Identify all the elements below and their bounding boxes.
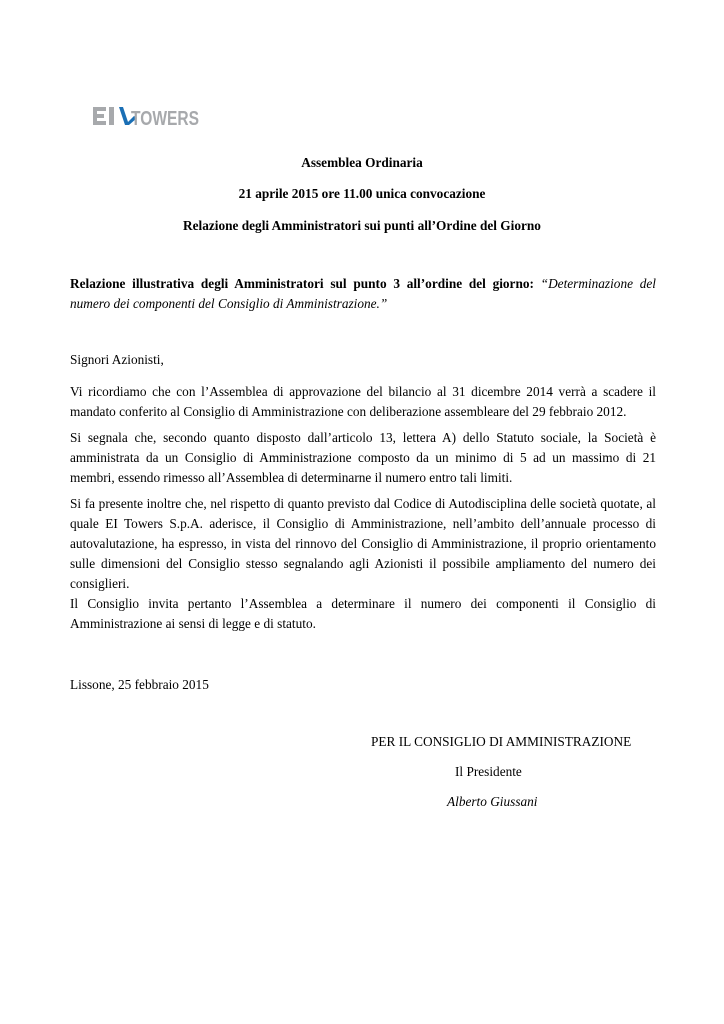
svg-text:TOWERS: TOWERS bbox=[131, 108, 199, 130]
agenda-item-subject-end: numero dei componenti del Consiglio di Amministrazione.” bbox=[70, 296, 388, 311]
paragraph-1 bbox=[70, 382, 656, 422]
meeting-date: 21 aprile 2015 ore 11.00 unica convocazione bbox=[238, 186, 486, 201]
paragraph-line: quale EI Towers S.p.A. aderisce, il Consiglio di Amministrazione, nell’ambito dell’annuale processo di bbox=[70, 516, 656, 531]
company-logo bbox=[93, 104, 199, 128]
paragraph-line: amministrata da un Consiglio di Amministrazione composto da un minimo di 5 ad un massimo di 21 bbox=[70, 450, 656, 465]
paragraph-3 bbox=[70, 494, 656, 594]
agenda-item-lead: Relazione illustrativa degli Amministratori sul punto 3 all’ordine del giorno: bbox=[70, 276, 534, 291]
signature-board: PER IL CONSIGLIO DI AMMINISTRAZIONE bbox=[371, 734, 632, 749]
paragraph-line: membri, essendo rimesso all’Assemblea di determinarne il numero entro tali limiti. bbox=[70, 470, 513, 485]
meeting-title: Assemblea Ordinaria bbox=[301, 155, 423, 170]
agenda-item-subject-start: “Determinazione del bbox=[533, 276, 656, 291]
paragraph-line: Si fa presente inoltre che, nel rispetto di quanto previsto dal Codice di Autodisciplina delle società quotate, al bbox=[70, 496, 656, 511]
paragraph-line: consiglieri. bbox=[70, 576, 130, 591]
paragraph-2 bbox=[70, 428, 656, 488]
paragraph-line: Amministrazione ai sensi di legge e di statuto. bbox=[70, 616, 316, 631]
signature-role: Il Presidente bbox=[455, 764, 522, 779]
signature-name: Alberto Giussani bbox=[447, 794, 538, 809]
paragraph-line: mandato conferito al Consiglio di Amministrazione con deliberazione assembleare del 29 febbraio 2012. bbox=[70, 404, 627, 419]
salutation: Signori Azionisti, bbox=[70, 352, 164, 367]
paragraph-line: sulle dimensioni del Consiglio stesso segnalando agli Azionisti il possibile ampliamento del numero dei bbox=[70, 556, 656, 571]
paragraph-line: autovalutazione, ha espresso, in vista del rinnovo del Consiglio di Amministrazione, il proprio orientamento bbox=[70, 536, 656, 551]
agenda-item-heading bbox=[70, 274, 656, 314]
paragraph-line: Il Consiglio invita pertanto l’Assemblea a determinare il numero dei componenti il Consiglio di bbox=[70, 596, 656, 611]
paragraph-line: Vi ricordiamo che con l’Assemblea di approvazione del bilancio al 31 dicembre 2014 verrà a scadere il bbox=[70, 384, 656, 399]
place-date: Lissone, 25 febbraio 2015 bbox=[70, 677, 209, 692]
paragraph-4 bbox=[70, 594, 656, 634]
paragraph-line: Si segnala che, secondo quanto disposto dall’articolo 13, lettera A) dello Statuto sociale, la Società è bbox=[70, 430, 656, 445]
report-title: Relazione degli Amministratori sui punti all’Ordine del Giorno bbox=[183, 218, 541, 233]
